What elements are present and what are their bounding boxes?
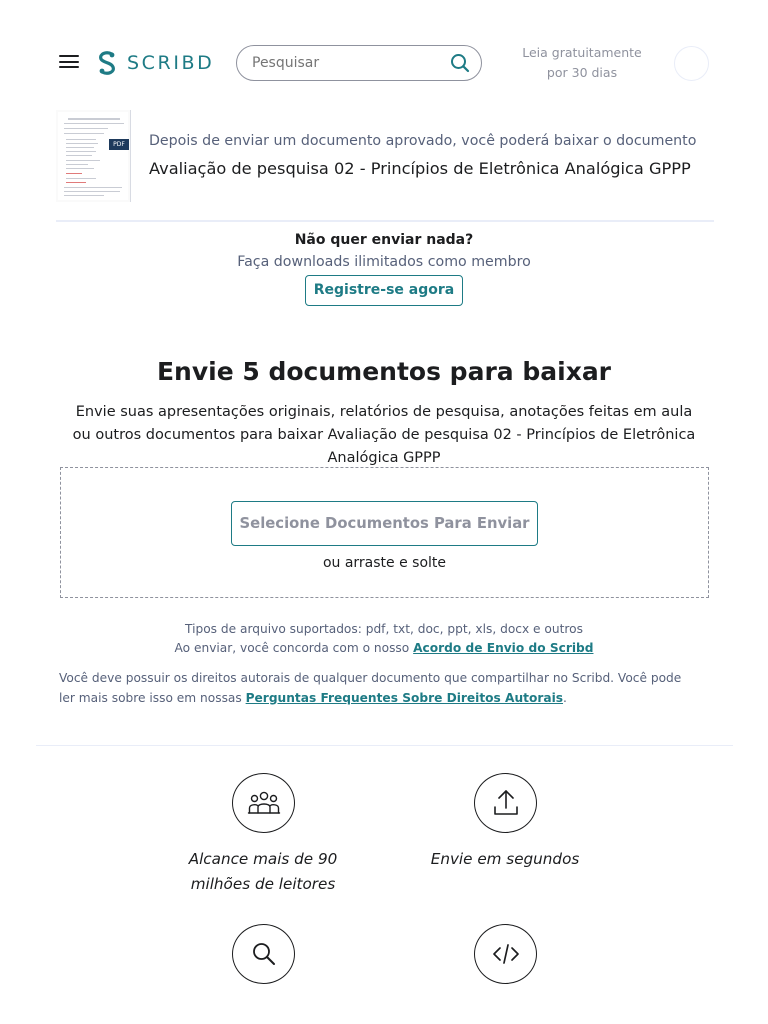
people-icon-svg <box>247 789 281 817</box>
people-icon <box>232 773 295 833</box>
upload-agreement-text <box>0 639 768 658</box>
logo-text: SCRIBD <box>127 52 215 74</box>
copyright-faq-link[interactable]: Perguntas Frequentes Sobre Direitos Autorais <box>245 690 564 705</box>
upload-icon <box>474 773 537 833</box>
document-info <box>56 110 714 222</box>
site-header <box>0 0 768 110</box>
scribd-logo-icon <box>96 50 118 76</box>
search-box[interactable] <box>236 45 482 81</box>
copyright-suffix: . <box>563 690 567 705</box>
agreement-prefix: Ao enviar, você concorda com o nosso <box>174 641 414 655</box>
scribd-logo[interactable] <box>96 50 214 76</box>
supported-file-types: Tipos de arquivo suportados: pdf, txt, doc, ppt, xls, docx e outros <box>185 622 583 636</box>
membership-prompt <box>0 232 768 306</box>
upload-fast-label: Envie em segundos <box>430 850 580 868</box>
search-icon[interactable] <box>449 52 471 74</box>
file-drop-zone[interactable] <box>60 467 709 598</box>
avatar[interactable] <box>674 46 709 81</box>
trial-line-1: Leia gratuitamente <box>522 45 642 60</box>
upload-agreement-link[interactable]: Acordo de Envio do Scribd <box>413 641 594 655</box>
reach-readers-label <box>168 847 358 897</box>
register-button[interactable]: Registre-se agora <box>305 275 463 306</box>
pdf-badge: PDF <box>109 139 129 150</box>
code-icon <box>474 924 537 984</box>
code-icon-svg <box>491 942 521 966</box>
free-trial-link[interactable] <box>520 43 644 83</box>
upload-description: Envie suas apresentações originais, relatórios de pesquisa, anotações feitas em aula ou outros documentos para baixar Avaliação de pesquisa 02 - Princípios de Eletrônica Analógica GPPP <box>72 404 696 466</box>
document-thumbnail[interactable] <box>56 110 131 202</box>
magnifier-icon <box>232 924 295 984</box>
search-input[interactable] <box>252 55 449 71</box>
membership-question: Não quer enviar nada? <box>294 232 474 248</box>
upload-headline: Envie 5 documentos para baixar <box>156 357 612 386</box>
drag-drop-text: ou arraste e solte <box>322 555 447 571</box>
trial-line-2: por 30 dias <box>546 65 618 80</box>
select-documents-button[interactable]: Selecione Documentos Para Enviar <box>231 501 538 546</box>
document-subtitle: Depois de enviar um documento aprovado, você poderá baixar o documento <box>149 133 697 149</box>
section-divider <box>36 745 733 746</box>
magnifier-icon-svg <box>250 940 278 968</box>
reach-line-1: Alcance mais de 90 <box>188 850 338 868</box>
upload-notes <box>0 620 768 658</box>
document-title[interactable]: Avaliação de pesquisa 02 - Princípios de Eletrônica Analógica GPPP <box>149 159 691 178</box>
copyright-text: Você deve possuir os direitos autorais de qualquer documento que compartilhar no Scribd. Você pode ler mais sobre isso em nossas <box>59 671 682 705</box>
upload-icon-svg <box>492 788 520 818</box>
membership-subtext: Faça downloads ilimitados como membro <box>237 254 531 270</box>
reach-line-2: milhões de leitores <box>190 875 336 893</box>
menu-icon[interactable] <box>59 55 79 71</box>
copyright-notice <box>59 669 699 708</box>
thumbnail-page <box>58 112 128 200</box>
